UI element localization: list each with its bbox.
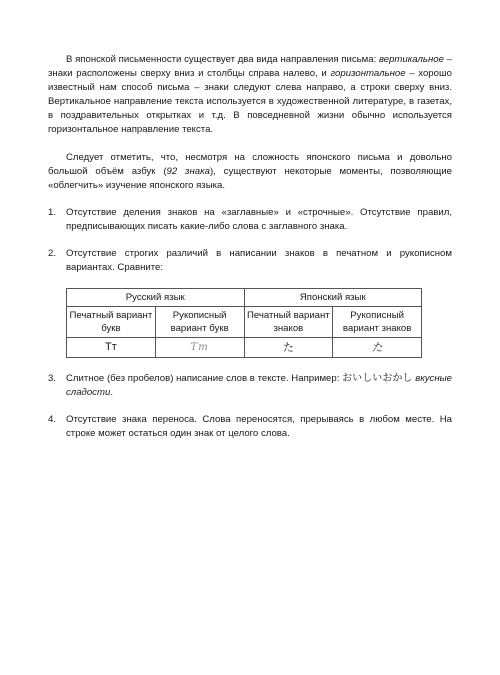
- sample-jp-script: た: [333, 338, 422, 358]
- list-item: [48, 206, 452, 234]
- sample-ru-print: Тт: [67, 338, 156, 358]
- item-text: Отсутствие строгих различий в написании знаков в печатном и рукописном вариантах. Сравните:: [66, 248, 452, 273]
- term-horizontal: горизонтальное: [330, 68, 406, 79]
- intro-paragraph-directions: [48, 53, 452, 137]
- table-group-header-row: [67, 289, 422, 307]
- features-list-continued: [48, 372, 452, 441]
- kana-count: 92 знака: [166, 166, 210, 177]
- text-span: ), существуют некоторые моменты, позволяющие «облегчить» изучение японского языка.: [48, 166, 453, 191]
- table-sample-row: [67, 338, 422, 358]
- col-header-jp-script: Рукописный вариант знаков: [333, 307, 422, 338]
- text-span: В японской письменности существует два вида направления письма:: [66, 54, 379, 65]
- item-number: 3.: [48, 373, 57, 384]
- example-translation: вкусные сладости: [66, 373, 452, 398]
- list-item: [48, 247, 452, 275]
- group-header-japanese: Японский язык: [244, 289, 422, 307]
- item-text: Отсутствие знака переноса. Слова переносятся, прерываясь в любом месте. На строке может остаться один знак от целого слова.: [66, 414, 452, 439]
- item-text-end: .: [110, 387, 113, 398]
- col-header-ru-print: Печатный вариант букв: [67, 307, 156, 338]
- list-item: [48, 413, 452, 441]
- text-span: – хорошо известный нам способ письма – знаки следуют слева направо, а строки сверху вниз. Вертикальное направление текста используется в художественной литературе, в газетах, в поздравительных открытках и т.д. В повседневной жизни обычно используется горизонтальное направление текста.: [48, 68, 452, 135]
- item-number: 2.: [48, 248, 57, 259]
- col-header-jp-print: Печатный вариант знаков: [244, 307, 333, 338]
- col-header-ru-script: Рукописный вариант букв: [155, 307, 244, 338]
- sample-jp-print: た: [244, 338, 333, 358]
- text-span: Следует отметить, что, несмотря на сложность японского письма и довольно большой объём азбук (: [48, 152, 452, 177]
- group-header-russian: Русский язык: [67, 289, 245, 307]
- table-column-header-row: [67, 307, 422, 338]
- item-number: 1.: [48, 207, 57, 218]
- example-japanese: おいしいおかし: [342, 373, 413, 384]
- item-text: Слитное (без пробелов) написание слов в тексте. Например:: [66, 373, 343, 384]
- item-number: 4.: [48, 414, 57, 425]
- comparison-table: [66, 288, 422, 358]
- term-vertical: вертикальное: [378, 54, 444, 65]
- text-span: – знаки расположены сверху вниз и столбцы справа налево, и: [48, 54, 452, 79]
- item-text: Отсутствие деления знаков на «заглавные» и «строчные». Отсутствие правил, предписывающих писать какие-либо слова с заглавного знака.: [66, 207, 452, 232]
- list-item: [48, 372, 452, 400]
- intro-paragraph-ease: [48, 151, 452, 193]
- sample-ru-script: Тт: [155, 338, 244, 358]
- features-list: [48, 206, 452, 275]
